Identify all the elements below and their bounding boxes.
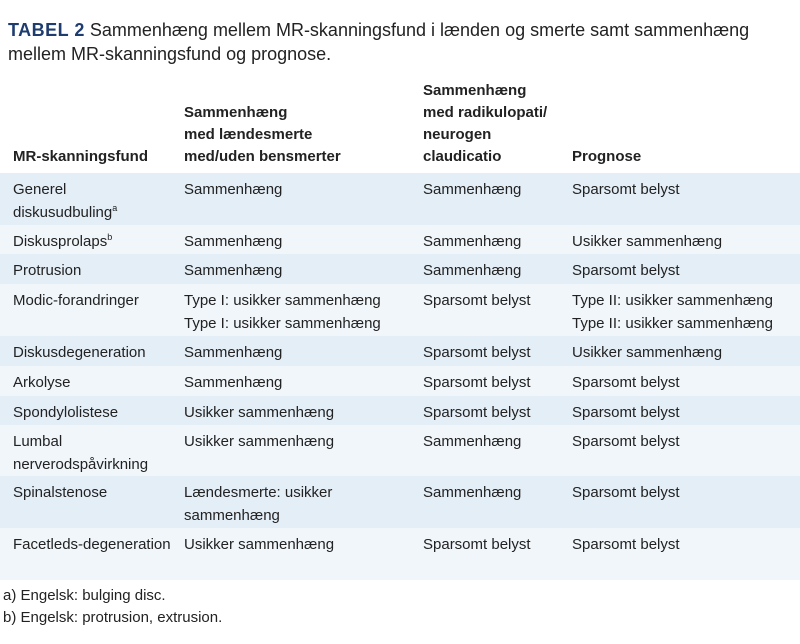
cell-prognosis: Type II: usikker sammenhæng Type II: usikker sammenhæng xyxy=(572,292,773,332)
cell-prognosis: Sparsomt belyst xyxy=(572,181,680,198)
cell-finding xyxy=(0,425,171,476)
cell-finding xyxy=(0,528,171,580)
finding-text: Spondylolistese xyxy=(13,404,119,421)
column-header-finding: MR-skanningsfund xyxy=(13,148,148,165)
cell-radiculopathy: Sparsomt belyst xyxy=(423,292,531,309)
table-row xyxy=(0,336,800,366)
cell-finding xyxy=(0,284,171,336)
findings-table xyxy=(0,80,800,580)
table-row xyxy=(0,173,800,225)
finding-text: Lumbal nerverodspåvirkning xyxy=(13,433,149,473)
footnote-b: b) Engelsk: protrusion, extrusion. xyxy=(3,609,223,626)
column-header-radiculopathy: Sammenhæng med radikulopati/ neurogen claudicatio xyxy=(423,82,548,165)
table-row xyxy=(0,396,800,425)
cell-pain: Sammenhæng xyxy=(184,262,283,279)
finding-text: Spinalstenose xyxy=(13,484,108,501)
cell-prognosis: Sparsomt belyst xyxy=(572,374,680,391)
finding-text: Diskusprolaps xyxy=(13,233,108,250)
cell-finding xyxy=(0,396,171,425)
cell-radiculopathy: Sammenhæng xyxy=(423,233,522,250)
cell-radiculopathy: Sammenhæng xyxy=(423,484,522,501)
finding-text: Facetleds-degeneration xyxy=(13,536,171,553)
finding-text: Modic-forandringer xyxy=(13,292,139,309)
cell-pain: Usikker sammenhæng xyxy=(184,433,335,450)
cell-pain: Type I: usikker sammenhæng Type I: usikker sammenhæng xyxy=(184,292,381,332)
table-header-row xyxy=(0,80,800,173)
table-row xyxy=(0,528,800,580)
cell-radiculopathy: Sparsomt belyst xyxy=(423,374,531,391)
cell-finding xyxy=(0,476,171,528)
cell-prognosis: Sparsomt belyst xyxy=(572,536,680,553)
table-label: TABEL 2 xyxy=(8,20,85,40)
table-row xyxy=(0,425,800,476)
finding-text: Generel diskusudbuling xyxy=(13,181,113,221)
cell-pain: Usikker sammenhæng xyxy=(184,404,335,421)
table-body xyxy=(0,173,800,580)
cell-radiculopathy: Sparsomt belyst xyxy=(423,404,531,421)
finding-text: Protrusion xyxy=(13,262,82,279)
cell-finding xyxy=(0,225,171,254)
cell-finding xyxy=(0,366,171,396)
footnote-marker: b xyxy=(107,232,113,242)
cell-finding xyxy=(0,173,171,225)
cell-pain: Sammenhæng xyxy=(184,233,283,250)
table-row xyxy=(0,476,800,528)
footnote-marker: a xyxy=(112,203,118,213)
cell-finding xyxy=(0,336,171,366)
cell-pain: Lændesmerte: usikker sammenhæng xyxy=(184,484,333,524)
footnote-a: a) Engelsk: bulging disc. xyxy=(3,587,166,604)
cell-finding xyxy=(0,254,171,284)
table-row xyxy=(0,225,800,254)
column-header-prognosis: Prognose xyxy=(572,148,642,165)
cell-radiculopathy: Sammenhæng xyxy=(423,262,522,279)
table-row xyxy=(0,284,800,336)
cell-prognosis: Sparsomt belyst xyxy=(572,433,680,450)
cell-radiculopathy: Sammenhæng xyxy=(423,181,522,198)
finding-text: Arkolyse xyxy=(13,374,71,391)
table-row xyxy=(0,254,800,284)
cell-pain: Sammenhæng xyxy=(184,181,283,198)
cell-pain: Sammenhæng xyxy=(184,374,283,391)
table-row xyxy=(0,366,800,396)
cell-radiculopathy: Sammenhæng xyxy=(423,433,522,450)
cell-prognosis: Sparsomt belyst xyxy=(572,484,680,501)
finding-text: Diskusdegeneration xyxy=(13,344,146,361)
table-title: Sammenhæng mellem MR-skanningsfund i lænden og smerte samt sammenhæng mellem MR-skanningsfund og prognose. xyxy=(8,20,750,64)
cell-radiculopathy: Sparsomt belyst xyxy=(423,344,531,361)
cell-pain: Sammenhæng xyxy=(184,344,283,361)
cell-prognosis: Usikker sammenhæng xyxy=(572,344,723,361)
cell-prognosis: Usikker sammenhæng xyxy=(572,233,723,250)
table-caption xyxy=(8,18,788,66)
cell-prognosis: Sparsomt belyst xyxy=(572,404,680,421)
column-header-pain: Sammenhæng med lændesmerte med/uden bensmerter xyxy=(184,104,341,165)
cell-prognosis: Sparsomt belyst xyxy=(572,262,680,279)
cell-pain: Usikker sammenhæng xyxy=(184,536,335,553)
cell-radiculopathy: Sparsomt belyst xyxy=(423,536,531,553)
